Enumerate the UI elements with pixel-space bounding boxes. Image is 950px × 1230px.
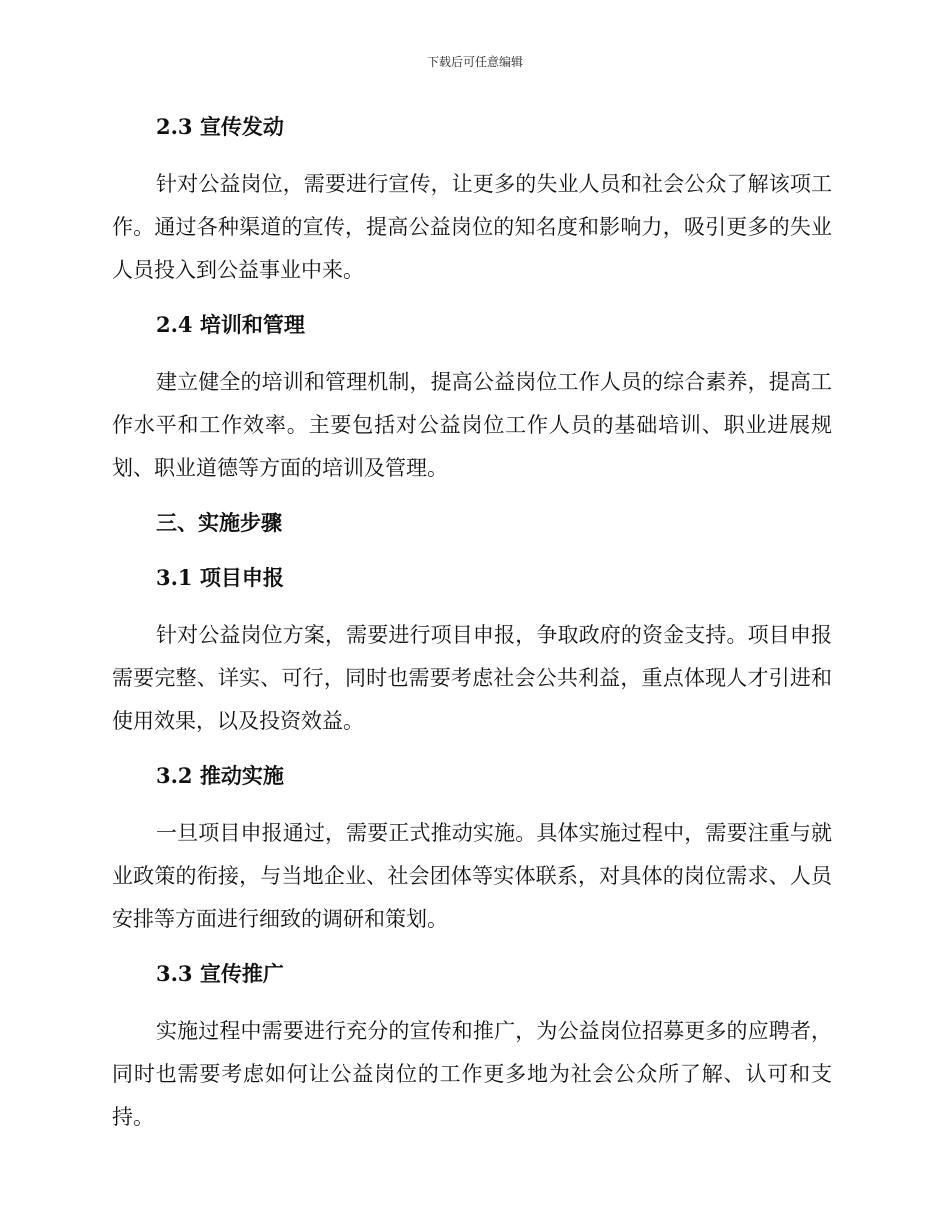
- chapter-heading-3: 三、实施步骤: [156, 510, 282, 535]
- section-heading-3-2: 3.2 推动实施: [156, 763, 284, 788]
- section-heading-2-3: 2.3 宣传发动: [156, 114, 284, 139]
- section-heading-2-4: 2.4 培训和管理: [156, 312, 305, 337]
- section-heading-3-3: 3.3 宣传推广: [156, 961, 284, 986]
- section-heading-3-1: 3.1 项目申报: [156, 565, 284, 590]
- section-paragraph-3-2: 一旦项目申报通过，需要正式推动实施。具体实施过程中，需要注重与就业政策的衔接，与当地企业、社会团体等实体联系，对具体的岗位需求、人员安排等方面进行细致的调研和策划。: [112, 821, 832, 931]
- section-paragraph-3-1: 针对公益岗位方案，需要进行项目申报，争取政府的资金支持。项目申报需要完整、详实、可行，同时也需要考虑社会公共利益，重点体现人才引进和使用效果，以及投资效益。: [112, 623, 832, 733]
- document-body: [112, 108, 832, 1139]
- section-paragraph-2-4: 建立健全的培训和管理机制，提高公益岗位工作人员的综合素养，提高工作水平和工作效率。主要包括对公益岗位工作人员的基础培训、职业进展规划、职业道德等方面的培训及管理。: [112, 370, 832, 480]
- section-paragraph-2-3: 针对公益岗位，需要进行宣传，让更多的失业人员和社会公众了解该项工作。通过各种渠道的宣传，提高公益岗位的知名度和影响力，吸引更多的失业人员投入到公益事业中来。: [112, 172, 832, 282]
- section-paragraph-3-3: 实施过程中需要进行充分的宣传和推广，为公益岗位招募更多的应聘者，同时也需要考虑如何让公益岗位的工作更多地为社会公众所了解、认可和支持。: [112, 1019, 832, 1129]
- header-note: 下载后可任意编辑: [426, 55, 523, 69]
